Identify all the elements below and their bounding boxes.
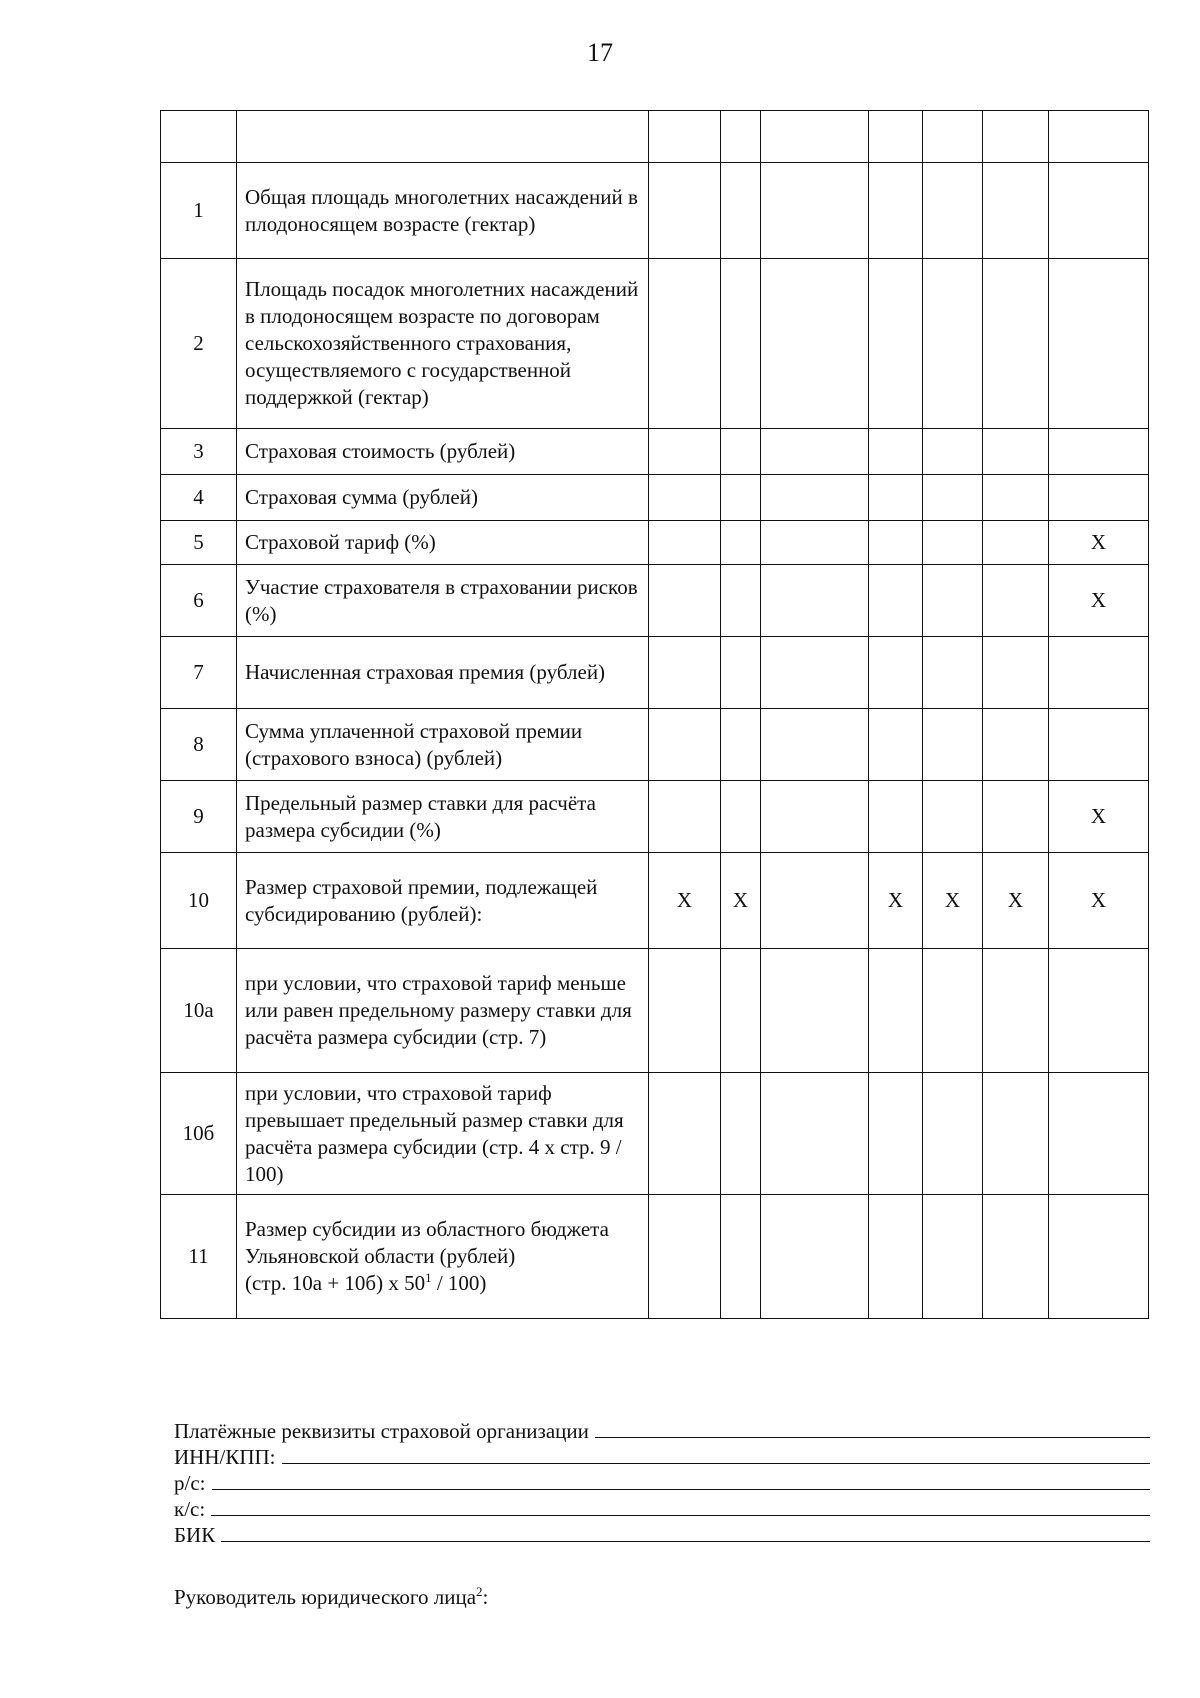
value-cell-col-4[interactable] xyxy=(869,565,923,637)
value-cell-col-2[interactable] xyxy=(721,163,761,259)
payment-details-label: Платёжные реквизиты страховой организации xyxy=(174,1419,589,1443)
value-cell-col-1[interactable] xyxy=(649,637,721,709)
value-cell-col-1[interactable] xyxy=(649,111,721,163)
table-row xyxy=(161,637,1149,709)
row-label: Страховая стоимость (рублей) xyxy=(237,429,649,475)
row-label: Страховой тариф (%) xyxy=(237,521,649,565)
value-cell-col-5[interactable] xyxy=(923,637,983,709)
value-cell-col-6[interactable] xyxy=(983,521,1049,565)
value-cell-col-3[interactable] xyxy=(761,1195,869,1319)
value-cell-col-6[interactable] xyxy=(983,949,1049,1073)
value-cell-col-2[interactable] xyxy=(721,429,761,475)
value-cell-col-7[interactable]: X xyxy=(1049,565,1149,637)
value-cell-col-2[interactable] xyxy=(721,949,761,1073)
value-cell-col-7[interactable] xyxy=(1049,1073,1149,1195)
row-label: Страховая сумма (рублей) xyxy=(237,475,649,521)
row-number: 1 xyxy=(161,163,237,259)
value-cell-col-7[interactable] xyxy=(1049,259,1149,429)
value-cell-col-3[interactable] xyxy=(761,475,869,521)
value-cell-col-5[interactable] xyxy=(923,259,983,429)
table-row xyxy=(161,565,1149,637)
value-cell-col-7[interactable] xyxy=(1049,111,1149,163)
value-cell-col-3[interactable] xyxy=(761,521,869,565)
value-cell-col-6[interactable]: X xyxy=(983,853,1049,949)
value-cell-col-7[interactable] xyxy=(1049,637,1149,709)
row-label-formula-end: / 100) xyxy=(431,1271,487,1295)
row-label: Размер страховой премии, подлежащей субсидированию (рублей): xyxy=(237,853,649,949)
bik-line xyxy=(174,1522,1150,1548)
row-label: Начисленная страховая премия (рублей) xyxy=(237,637,649,709)
inn-kpp-line xyxy=(174,1444,1150,1470)
value-cell-col-2[interactable] xyxy=(721,1195,761,1319)
value-cell-col-5[interactable] xyxy=(923,111,983,163)
value-cell-col-7[interactable] xyxy=(1049,475,1149,521)
value-cell-col-4[interactable]: X xyxy=(869,853,923,949)
value-cell-col-6[interactable] xyxy=(983,475,1049,521)
head-of-legal-entity xyxy=(174,1585,488,1610)
rs-label: р/с: xyxy=(174,1471,206,1495)
row-label: Площадь посадок многолетних насаждений в плодоносящем возрасте по договорам сельскохозяйственного страхования, осуществляемого с государственной поддержкой (гектар) xyxy=(237,259,649,429)
row-label: при условии, что страховой тариф превышает предельный размер ставки для расчёта размера субсидии (стр. 4 х стр. 9 / 100) xyxy=(237,1073,649,1195)
value-cell-col-3[interactable] xyxy=(761,709,869,781)
row-label xyxy=(237,1195,649,1319)
row-label-text: Размер субсидии из областного бюджета Ульяновской области (рублей) xyxy=(245,1217,609,1268)
value-cell-col-1[interactable] xyxy=(649,781,721,853)
bik-label: БИК xyxy=(174,1523,216,1547)
value-cell-col-3[interactable] xyxy=(761,565,869,637)
value-cell-col-4[interactable] xyxy=(869,1195,923,1319)
head-of-legal-entity-label: Руководитель юридического лица xyxy=(174,1585,477,1609)
row-number: 5 xyxy=(161,521,237,565)
ks-label: к/с: xyxy=(174,1497,206,1521)
table-row xyxy=(161,111,1149,163)
value-cell-col-4[interactable] xyxy=(869,163,923,259)
row-number: 10а xyxy=(161,949,237,1073)
value-cell-col-5[interactable] xyxy=(923,521,983,565)
value-cell-col-3[interactable] xyxy=(761,259,869,429)
value-cell-col-6[interactable] xyxy=(983,1073,1049,1195)
value-cell-col-1[interactable] xyxy=(649,565,721,637)
row-number: 6 xyxy=(161,565,237,637)
table-row xyxy=(161,1073,1149,1195)
value-cell-col-6[interactable] xyxy=(983,163,1049,259)
value-cell-col-4[interactable] xyxy=(869,781,923,853)
value-cell-col-3[interactable] xyxy=(761,781,869,853)
page-number: 17 xyxy=(587,38,613,67)
value-cell-col-4[interactable] xyxy=(869,429,923,475)
value-cell-col-6[interactable] xyxy=(983,709,1049,781)
payment-details-block xyxy=(174,1418,1150,1548)
value-cell-col-6[interactable] xyxy=(983,259,1049,429)
value-cell-col-2[interactable] xyxy=(721,637,761,709)
table-row xyxy=(161,1195,1149,1319)
rs-field[interactable] xyxy=(212,1471,1151,1490)
ks-field[interactable] xyxy=(211,1497,1150,1516)
footnote-mark-2: 2 xyxy=(476,1584,483,1599)
value-cell-col-7[interactable] xyxy=(1049,1195,1149,1319)
table-row xyxy=(161,475,1149,521)
signature-colon: : xyxy=(482,1585,489,1609)
value-cell-col-2[interactable] xyxy=(721,521,761,565)
table-row xyxy=(161,521,1149,565)
value-cell-col-7[interactable] xyxy=(1049,949,1149,1073)
value-cell-col-4[interactable] xyxy=(869,1073,923,1195)
row-label xyxy=(237,111,649,163)
ks-line xyxy=(174,1496,1150,1522)
value-cell-col-2[interactable] xyxy=(721,781,761,853)
value-cell-col-4[interactable] xyxy=(869,709,923,781)
value-cell-col-1[interactable] xyxy=(649,1195,721,1319)
row-number: 11 xyxy=(161,1195,237,1319)
inn-kpp-field[interactable] xyxy=(282,1445,1150,1464)
value-cell-col-6[interactable] xyxy=(983,429,1049,475)
value-cell-col-4[interactable] xyxy=(869,259,923,429)
row-number: 10 xyxy=(161,853,237,949)
value-cell-col-6[interactable] xyxy=(983,637,1049,709)
value-cell-col-5[interactable] xyxy=(923,1195,983,1319)
rs-line xyxy=(174,1470,1150,1496)
value-cell-col-1[interactable] xyxy=(649,429,721,475)
value-cell-col-3[interactable] xyxy=(761,853,869,949)
value-cell-col-7[interactable]: X xyxy=(1049,781,1149,853)
value-cell-col-2[interactable] xyxy=(721,709,761,781)
value-cell-col-4[interactable] xyxy=(869,111,923,163)
value-cell-col-4[interactable] xyxy=(869,949,923,1073)
table-row xyxy=(161,259,1149,429)
row-label: Предельный размер ставки для расчёта размера субсидии (%) xyxy=(237,781,649,853)
value-cell-col-7[interactable] xyxy=(1049,429,1149,475)
inn-kpp-label: ИНН/КПП: xyxy=(174,1445,276,1469)
value-cell-col-3[interactable] xyxy=(761,1073,869,1195)
row-label: Сумма уплаченной страховой премии (страхового взноса) (рублей) xyxy=(237,709,649,781)
value-cell-col-5[interactable] xyxy=(923,163,983,259)
row-label: при условии, что страховой тариф меньше или равен предельному размеру ставки для расчёта размера субсидии (стр. 7) xyxy=(237,949,649,1073)
table-row xyxy=(161,853,1149,949)
value-cell-col-5[interactable] xyxy=(923,949,983,1073)
payment-details-line xyxy=(174,1418,1150,1444)
value-cell-col-5[interactable]: X xyxy=(923,853,983,949)
payment-details-field[interactable] xyxy=(595,1419,1150,1438)
value-cell-col-5[interactable] xyxy=(923,565,983,637)
value-cell-col-3[interactable] xyxy=(761,637,869,709)
row-number: 3 xyxy=(161,429,237,475)
value-cell-col-7[interactable]: X xyxy=(1049,853,1149,949)
value-cell-col-2[interactable] xyxy=(721,1073,761,1195)
row-number: 8 xyxy=(161,709,237,781)
row-number: 7 xyxy=(161,637,237,709)
value-cell-col-6[interactable] xyxy=(983,781,1049,853)
value-cell-col-5[interactable] xyxy=(923,429,983,475)
value-cell-col-5[interactable] xyxy=(923,781,983,853)
table-row xyxy=(161,949,1149,1073)
value-cell-col-3[interactable] xyxy=(761,429,869,475)
bik-field[interactable] xyxy=(221,1523,1150,1542)
table-row xyxy=(161,781,1149,853)
value-cell-col-7[interactable] xyxy=(1049,709,1149,781)
value-cell-col-2[interactable] xyxy=(721,475,761,521)
value-cell-col-4[interactable] xyxy=(869,475,923,521)
value-cell-col-3[interactable] xyxy=(761,111,869,163)
value-cell-col-3[interactable] xyxy=(761,163,869,259)
row-number: 2 xyxy=(161,259,237,429)
row-number: 9 xyxy=(161,781,237,853)
value-cell-col-1[interactable]: X xyxy=(649,853,721,949)
value-cell-col-2[interactable] xyxy=(721,111,761,163)
row-label: Общая площадь многолетних насаждений в плодоносящем возрасте (гектар) xyxy=(237,163,649,259)
value-cell-col-4[interactable] xyxy=(869,637,923,709)
row-label-formula: (стр. 10а + 10б) х 50 xyxy=(245,1271,426,1295)
value-cell-col-3[interactable] xyxy=(761,949,869,1073)
value-cell-col-5[interactable] xyxy=(923,709,983,781)
row-number: 4 xyxy=(161,475,237,521)
subsidy-calculation-table xyxy=(160,110,1149,1319)
table-row xyxy=(161,163,1149,259)
value-cell-col-5[interactable] xyxy=(923,475,983,521)
value-cell-col-1[interactable] xyxy=(649,949,721,1073)
value-cell-col-1[interactable] xyxy=(649,259,721,429)
value-cell-col-6[interactable] xyxy=(983,111,1049,163)
row-number: 10б xyxy=(161,1073,237,1195)
value-cell-col-2[interactable] xyxy=(721,259,761,429)
value-cell-col-6[interactable] xyxy=(983,565,1049,637)
value-cell-col-1[interactable] xyxy=(649,163,721,259)
value-cell-col-7[interactable] xyxy=(1049,163,1149,259)
value-cell-col-1[interactable] xyxy=(649,709,721,781)
value-cell-col-1[interactable] xyxy=(649,1073,721,1195)
value-cell-col-1[interactable] xyxy=(649,475,721,521)
footnote-mark-1: 1 xyxy=(425,1270,432,1285)
table-row xyxy=(161,709,1149,781)
value-cell-col-2[interactable] xyxy=(721,565,761,637)
value-cell-col-2[interactable]: X xyxy=(721,853,761,949)
row-number xyxy=(161,111,237,163)
value-cell-col-7[interactable]: X xyxy=(1049,521,1149,565)
table-row xyxy=(161,429,1149,475)
value-cell-col-4[interactable] xyxy=(869,521,923,565)
value-cell-col-5[interactable] xyxy=(923,1073,983,1195)
value-cell-col-1[interactable] xyxy=(649,521,721,565)
value-cell-col-6[interactable] xyxy=(983,1195,1049,1319)
row-label: Участие страхователя в страховании рисков (%) xyxy=(237,565,649,637)
